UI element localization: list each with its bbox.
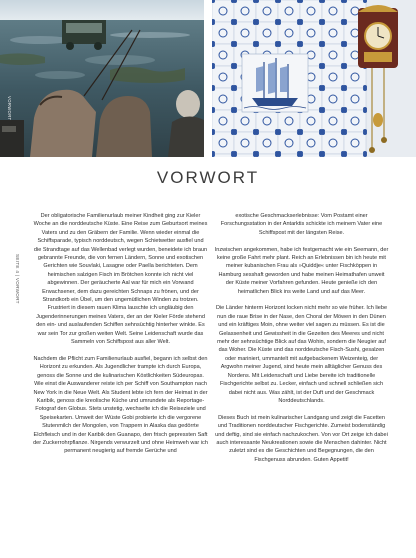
tile-corner-ornament bbox=[343, 87, 347, 91]
tile bbox=[234, 132, 256, 154]
tile-corner-ornament bbox=[321, 65, 325, 69]
tile-corner-ornament bbox=[233, 43, 237, 47]
tile-corner-ornament bbox=[363, 87, 367, 91]
paragraph: exotische Geschmackserlebnisse: Vom Postamt einer Forschungsstation in der Antarktis schickte ich meinem Vater eine Schiffspost mit der längsten Reise. bbox=[220, 213, 383, 236]
tile bbox=[344, 110, 366, 132]
tile-corner-ornament bbox=[299, 21, 303, 25]
tile-corner-ornament bbox=[255, 43, 259, 47]
tile bbox=[234, 0, 256, 22]
page-number-tag-text: SEITE 4 | VORWORT bbox=[15, 254, 20, 304]
tile-corner-ornament bbox=[233, 87, 237, 91]
tile-corner-ornament bbox=[233, 131, 237, 135]
tile-corner-ornament bbox=[277, 131, 281, 135]
tile bbox=[322, 66, 344, 88]
tile-corner-ornament bbox=[321, 109, 325, 113]
tile-corner-ornament bbox=[343, 153, 347, 157]
paragraph: Nachdem die Pflicht zum Familienurlaub ausfiel, begann ich selbst den Horizont zu erkunden. Als Jugendlicher trampte ich durch Europa, genoss die Sonne und die kulinarischen Köstlichkeiten Südeuropas. Wie einst die Auswanderer reiste ich per Schiff von Southampton nach New York in die Neue Welt. Als Student lebte ich fern der Heimat in der Karibik, genoss die kreolische Küche und umrundete als Reportage-Fotograf den Globus. Stets unstetig, wechselte ich die Reiseziele und Speisekarten. Umweit der Wüste Gobi probierte ich die vergorene Stutenmilch der Mongolen, von Trappern in Alaska das gedörrte Elchfleisch und in der Karibik den Guanapo, den frisch gepressten Saft der Zuckerrohrpflanze. Nirgends verwurzelt und ohne Heimweh war ich permanent neugierig auf fremde Gerüche und bbox=[33, 355, 208, 455]
tile-corner-ornament bbox=[363, 131, 367, 135]
tile-corner-ornament bbox=[277, 21, 281, 25]
tile bbox=[212, 0, 234, 22]
tile-corner-ornament bbox=[363, 153, 367, 157]
tile-corner-ornament bbox=[343, 131, 347, 135]
tile bbox=[322, 132, 344, 154]
tile bbox=[256, 132, 278, 154]
tile bbox=[278, 110, 300, 132]
tile-corner-ornament bbox=[255, 21, 259, 25]
tile bbox=[322, 0, 344, 22]
tile-corner-ornament bbox=[233, 109, 237, 113]
tile-corner-ornament bbox=[343, 109, 347, 113]
tile bbox=[300, 110, 322, 132]
photo-side-caption bbox=[2, 96, 14, 156]
photo-side-caption-text: VORWORT bbox=[7, 96, 12, 121]
tile bbox=[344, 66, 366, 88]
tile bbox=[300, 154, 322, 157]
tile-corner-ornament bbox=[233, 21, 237, 25]
tile-corner-ornament bbox=[233, 65, 237, 69]
tile bbox=[344, 154, 366, 157]
tile bbox=[344, 132, 366, 154]
tile-corner-ornament bbox=[299, 43, 303, 47]
tile bbox=[234, 110, 256, 132]
tile-corner-ornament bbox=[321, 87, 325, 91]
tile bbox=[256, 0, 278, 22]
mudflat-scene bbox=[0, 0, 204, 157]
tile bbox=[278, 132, 300, 154]
tile bbox=[278, 22, 300, 44]
tile bbox=[234, 22, 256, 44]
paragraph: Die Länder hinterm Horizont locken nicht mehr so wie früher. Ich liebe nun die raue Brise in der Nase, den Choral der Möwen in den Dünen und ein kräftiges Moin, ohne weiter viel sagen zu müssen. Es ist die Gelassenheit und Gewissheit in die Gezeiten des Meeres und nicht mehr der sehnsüchtige Blick auf das Wohin, sondern die Neugier auf das Woher. Die Küste und das norddeutsche Fisch-Sushi, gesalzen oder mariniert, ummantelt mit aufgebackenem Weizenteig, der Argwohn meiner Jugend, sind heute mein alltäglicher Genuss des Nordens. Mit Leidenschaft und Liebe bereite ich traditionelle Fischgerichte selbst zu. Lecker, einfach und schnell schließen sich dabei nicht aus. Was zählt, ist der Duft und der Geschmack Norddeutschlands. bbox=[215, 305, 388, 404]
text-column-right bbox=[214, 212, 389, 473]
tile bbox=[322, 110, 344, 132]
paragraph: Dieses Buch ist mein kulinarischer Landgang und zeigt die Facetten und Traditionen norddeutscher Fischgerichte. Zumeist bodenständig und deftig, sind sie einfach nachzukochen. Von vor Ort zeige ich dabei auch interessante Neukreationen sowie die Menschen dahinter. Nicht zuletzt sind es die Geschichten und Begegnungen, die den Fischgenuss abrunden. Guten Appetit! bbox=[215, 414, 388, 463]
tile bbox=[212, 44, 234, 66]
page-number-tag bbox=[13, 254, 21, 314]
tile bbox=[322, 88, 344, 110]
tile-corner-ornament bbox=[233, 153, 237, 157]
tile-corner-ornament bbox=[299, 131, 303, 135]
tile-corner-ornament bbox=[321, 21, 325, 25]
photo-delft-tiles-clock bbox=[212, 0, 416, 157]
tile bbox=[212, 88, 234, 110]
tile-corner-ornament bbox=[343, 43, 347, 47]
photo-horse-cart-mudflats bbox=[0, 0, 204, 157]
tile bbox=[300, 132, 322, 154]
tile bbox=[212, 132, 234, 154]
tile-corner-ornament bbox=[321, 43, 325, 47]
paragraph: Inzwischen angekommen, habe ich festgemacht wie ein Seemann, der keine große Fahrt mehr plant. Reich an Erlebnissen bin ich heute mit meiner kubanischen Frau als »Quiddje« unter Fischköppen in Hamburg sesshaft geworden und habe meinen Heimathafen unweit der Küste meiner Vorfahren gefunden. Heute genieße ich den heimatlichen Blick ins weite Land und auf das Meer. bbox=[214, 246, 389, 295]
tile-corner-ornament bbox=[277, 43, 281, 47]
tile bbox=[322, 154, 344, 157]
tile-corner-ornament bbox=[343, 65, 347, 69]
tile bbox=[322, 44, 344, 66]
tile-corner-ornament bbox=[277, 153, 281, 157]
tile bbox=[212, 154, 234, 157]
tile bbox=[256, 22, 278, 44]
tile-corner-ornament bbox=[255, 153, 259, 157]
tile bbox=[344, 88, 366, 110]
page-title: VORWORT bbox=[156, 168, 260, 187]
tile bbox=[300, 22, 322, 44]
tile bbox=[322, 22, 344, 44]
tile-corner-ornament bbox=[343, 21, 347, 25]
tile-wall-scene bbox=[212, 0, 416, 157]
text-column-left bbox=[33, 212, 208, 464]
tile-corner-ornament bbox=[299, 153, 303, 157]
tile bbox=[256, 154, 278, 157]
tile bbox=[212, 110, 234, 132]
tile bbox=[256, 110, 278, 132]
tile-corner-ornament bbox=[321, 153, 325, 157]
tile bbox=[212, 22, 234, 44]
tile bbox=[212, 66, 234, 88]
tile bbox=[234, 154, 256, 157]
tile bbox=[278, 0, 300, 22]
paragraph: Der obligatorische Familienurlaub meiner Kindheit ging zur Kieler Woche an die norddeutsche Küste. Eine Reise zum Geburtsort meines Vaters und zu den Gräbern der Familie. Wenn wieder einmal die Schiffsparade, typisch norddeutsch, wegen Schietwetter ausfiel und die Strandtage auf das Wellenbad verlegt wurden, beneidete ich braun gebrannte Freunde, die von fernen Ländern, Sonne und exotischen Gerichten wie Souvlaki, Lasagne oder Paella berichteten. Dem heimischen salzigen Fisch im Brötchen konnte ich nicht viel abgewinnen. Der geräucherte Aal war für mich ein Vorwand Erwachsener, dem dazu gereichten Schnaps zu frönen, und der Strandkorb ein Übel, um den ungemütlichen Winden zu trotzen. Frustriert in diesem rauen Klima lauschte ich ungläubig den Jugenderinnerungen meines Vaters, der an der Kieler Förde stehend den ein- und auslaufenden Schiffen sehnsüchtig hinterher winkte. Es war sein Tor zur großen weiten Welt. Seine Leidenschaft wurde das Sammeln von Schiffspost aus aller Welt. bbox=[33, 213, 208, 346]
tile bbox=[278, 154, 300, 157]
tile-corner-ornament bbox=[363, 109, 367, 113]
tile bbox=[300, 0, 322, 22]
tile-corner-ornament bbox=[321, 131, 325, 135]
tile-corner-ornament bbox=[255, 131, 259, 135]
